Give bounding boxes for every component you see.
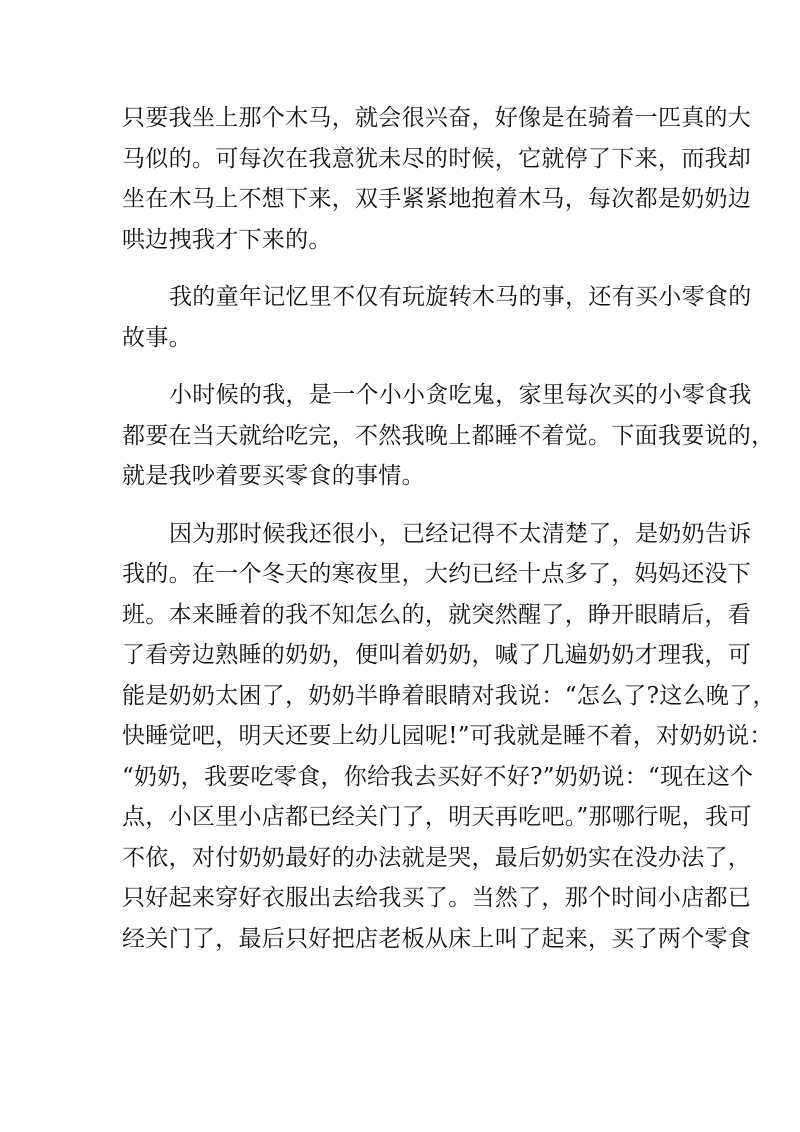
text-line: 快睡觉吧，明天还要上幼儿园呢!”可我就是睡不着，对奶奶说：	[122, 723, 773, 749]
text-line: 因为那时候我还很小，已经记得不太清楚了，是奶奶告诉	[169, 520, 752, 547]
text-line: 只好起来穿好衣服出去给我买了。当然了，那个时间小店都已	[122, 885, 752, 911]
text-line: 班。本来睡着的我不知怎么的，就突然醒了，睁开眼睛后，看	[122, 601, 752, 628]
text-line: 我的。在一个冬天的寒夜里，大约已经十点多了，妈妈还没下	[122, 561, 752, 587]
document-page	[122, 98, 776, 976]
text-line: 都要在当天就给吃完，不然我晚上都睡不着觉。下面我要说的，	[122, 422, 775, 449]
text-line: 哄边拽我才下来的。	[122, 226, 332, 253]
text-line: “奶奶，我要吃零食，你给我去买好不好?”奶奶说：“现在这个	[122, 763, 754, 790]
text-line: 故事。	[122, 324, 192, 351]
text-line: 不依，对付奶奶最好的办法就是哭，最后奶奶实在没办法了，	[122, 844, 752, 871]
text-line: 点，小区里小店都已经关门了，明天再吃吧。”那哪行呢，我可	[122, 804, 752, 830]
paragraph-2	[122, 277, 752, 358]
text-line: 经关门了，最后只好把店老板从床上叫了起来，买了两个零食	[122, 925, 752, 952]
text-line: 小时候的我，是一个小小贪吃鬼，家里每次买的小零食我	[169, 382, 752, 408]
text-line: 只要我坐上那个木马，就会很兴奋，好像是在骑着一匹真的大	[122, 105, 752, 131]
text-line: 就是我吵着要买零食的事情。	[122, 463, 425, 489]
paragraph-4	[122, 514, 776, 960]
text-line: 马似的。可每次在我意犹未尽的时候，它就停了下来，而我却	[122, 145, 752, 172]
text-line: 我的童年记忆里不仅有玩旋转木马的事，还有买小零食的	[169, 284, 752, 310]
text-line: 了看旁边熟睡的奶奶，便叫着奶奶，喊了几遍奶奶才理我，可	[122, 642, 752, 668]
text-line: 能是奶奶太困了，奶奶半睁着眼睛对我说：“怎么了?这么晚了，	[122, 682, 776, 709]
text-line: 坐在木马上不想下来，双手紧紧地抱着木马，每次都是奶奶边	[122, 186, 752, 212]
paragraph-3	[122, 375, 775, 497]
paragraph-1	[122, 98, 752, 260]
